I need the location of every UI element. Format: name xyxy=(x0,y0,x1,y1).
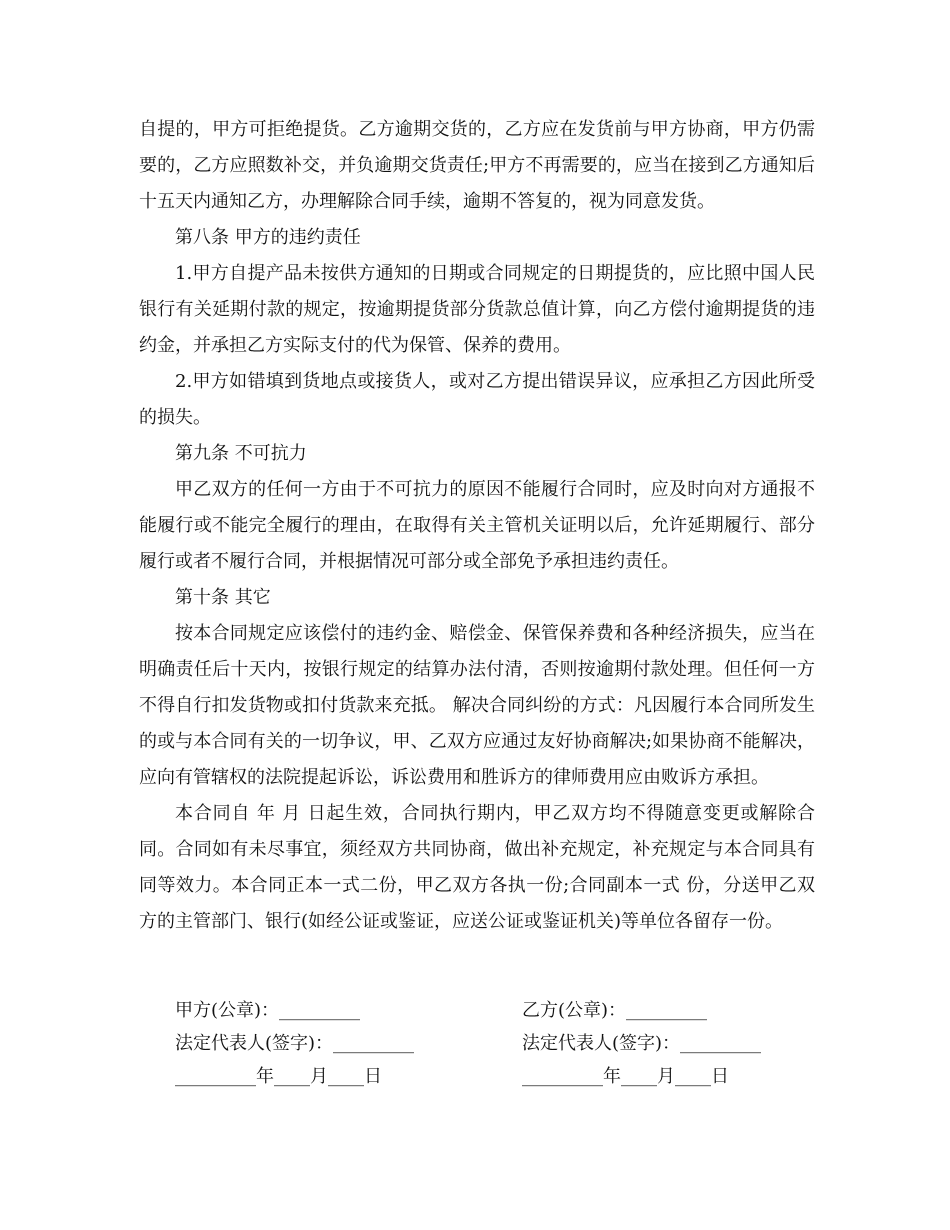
seal-row xyxy=(139,994,815,1027)
article-10-body: 按本合同规定应该偿付的违约金、赔偿金、保管保养费和各种经济损失，应当在明确责任后十天内，按银行规定的结算办法付清，否则按逾期付款处理。但任何一方不得自行扣发货物或扣付货款来充抵。 解决合同纠纷的方式：凡因履行本合同所发生的或与本合同有关的一切争议，甲、乙双方应通过友好协商解决;如果协商不能解决，应向有管辖权的法院提起诉讼，诉讼费用和胜诉方的律师费用应由败诉方承担。 xyxy=(139,623,815,788)
party-b-seal-line: 乙方(公章)：_________ xyxy=(522,1000,708,1021)
article-8-clause-2: 2.甲方如错填到货地点或接货人，或对乙方提出错误异议，应承担乙方因此所受的损失。 xyxy=(139,371,815,428)
article-8-heading: 第八条 甲方的违约责任 xyxy=(175,227,361,248)
party-a-seal-line: 甲方(公章)：_________ xyxy=(175,1000,361,1021)
article-8-clause-1: 1.甲方自提产品未按供方通知的日期或合同规定的日期提货的，应比照中国人民银行有关延期付款的规定，按逾期提货部分货款总值计算，向乙方偿付逾期提货的违约金，并承担乙方实际支付的代为保管、保养的费用。 xyxy=(139,263,815,356)
party-b-date-line: _________年____月____日 xyxy=(522,1066,729,1087)
effective-clause: 本合同自 年 月 日起生效，合同执行期内，甲乙双方均不得随意变更或解除合同。合同如有未尽事宜，须经双方共同协商，做出补充规定，补充规定与本合同具有同等效力。本合同正本一式二份，甲乙双方各执一份;合同副本一式 份，分送甲乙双方的主管部门、银行(如经公证或鉴证，应送公证或鉴证机关)等单位各留存一份。 xyxy=(139,803,815,932)
contract-page xyxy=(139,112,815,1087)
party-a-representative-line: 法定代表人(签字)：_________ xyxy=(175,1033,415,1054)
article-9-heading: 第九条 不可抗力 xyxy=(175,443,307,464)
signature-block xyxy=(139,994,815,1093)
party-a-date-line: _________年____月____日 xyxy=(175,1066,382,1087)
party-b-representative-line: 法定代表人(签字)：_________ xyxy=(522,1033,762,1054)
representative-row xyxy=(139,1027,815,1060)
date-row xyxy=(139,1060,815,1093)
article-9-body: 甲乙双方的任何一方由于不可抗力的原因不能履行合同时，应及时向对方通报不能履行或不能完全履行的理由，在取得有关主管机关证明以后，允许延期履行、部分履行或者不履行合同，并根据情况可部分或全部免予承担违约责任。 xyxy=(139,479,815,572)
article-10-heading: 第十条 其它 xyxy=(175,587,271,608)
paragraph-delivery-continuation: 自提的，甲方可拒绝提货。乙方逾期交货的，乙方应在发货前与甲方协商，甲方仍需要的，乙方应照数补交，并负逾期交货责任;甲方不再需要的，应当在接到乙方通知后十五天内通知乙方，办理解除合同手续，逾期不答复的，视为同意发货。 xyxy=(139,119,815,212)
